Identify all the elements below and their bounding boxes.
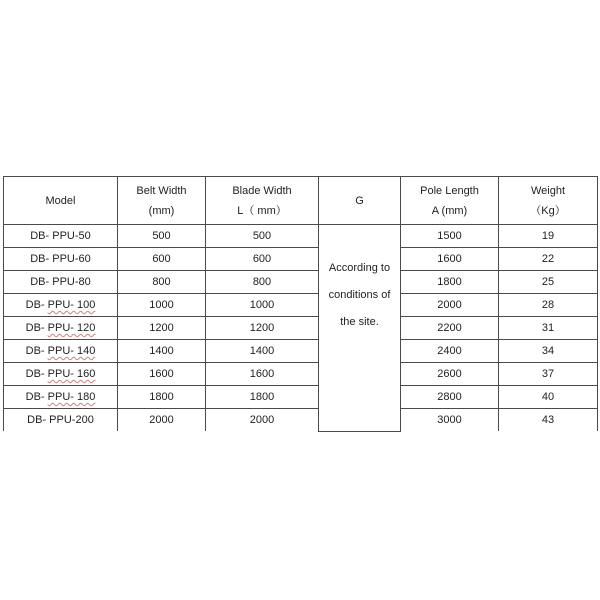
cell-belt-width: 500 — [118, 225, 206, 248]
cell-pole-length: 1600 — [401, 248, 499, 271]
model-prefix: DB- PPU-200 — [27, 414, 94, 426]
cell-weight: 25 — [499, 271, 598, 294]
model-suffix: PPU- 160 — [47, 368, 96, 380]
model-suffix: PPU- 180 — [47, 391, 96, 403]
cell-blade-width: 2000 — [206, 409, 319, 432]
cell-weight: 34 — [499, 340, 598, 363]
cell-belt-width: 1600 — [118, 363, 206, 386]
cell-model — [4, 294, 118, 317]
cell-pole-length: 1800 — [401, 271, 499, 294]
table-row — [4, 409, 598, 432]
cell-model — [4, 248, 118, 271]
header-belt-width-line1: Belt Width — [136, 184, 187, 197]
cell-pole-length: 2400 — [401, 340, 499, 363]
cell-belt-width: 1000 — [118, 294, 206, 317]
cell-blade-width: 1400 — [206, 340, 319, 363]
cell-weight: 37 — [499, 363, 598, 386]
cell-pole-length: 2000 — [401, 294, 499, 317]
cell-model — [4, 409, 118, 432]
cell-pole-length: 2800 — [401, 386, 499, 409]
cell-model — [4, 317, 118, 340]
header-weight-line2: （Kg） — [530, 204, 566, 217]
cell-model — [4, 386, 118, 409]
model-prefix: DB- PPU-50 — [30, 230, 91, 242]
table-row — [4, 248, 598, 271]
header-pole-length-line1: Pole Length — [420, 184, 479, 197]
cell-model — [4, 271, 118, 294]
cell-pole-length: 2600 — [401, 363, 499, 386]
cell-weight: 40 — [499, 386, 598, 409]
header-pole-length-line2: A (mm) — [431, 204, 468, 217]
cell-blade-width: 1000 — [206, 294, 319, 317]
cell-belt-width: 1400 — [118, 340, 206, 363]
cell-model — [4, 363, 118, 386]
table-row — [4, 294, 598, 317]
cell-pole-length: 3000 — [401, 409, 499, 432]
cell-blade-width: 600 — [206, 248, 319, 271]
table-row — [4, 340, 598, 363]
header-weight-line1: Weight — [530, 184, 566, 197]
cell-model — [4, 225, 118, 248]
model-prefix: DB- — [25, 391, 48, 403]
table-row — [4, 386, 598, 409]
cell-belt-width: 600 — [118, 248, 206, 271]
header-g: G — [319, 177, 401, 225]
cell-blade-width: 1800 — [206, 386, 319, 409]
g-note-line: the site. — [340, 316, 379, 329]
cell-g-note — [319, 225, 401, 432]
header-belt-width — [118, 177, 206, 225]
table-row — [4, 363, 598, 386]
cell-blade-width: 1200 — [206, 317, 319, 340]
g-note-line: According to — [328, 262, 391, 275]
table-row — [4, 225, 598, 248]
header-pole-length — [401, 177, 499, 225]
cell-weight: 31 — [499, 317, 598, 340]
cell-weight: 28 — [499, 294, 598, 317]
cell-belt-width: 800 — [118, 271, 206, 294]
model-suffix: PPU- 120 — [47, 322, 96, 334]
table-row — [4, 317, 598, 340]
model-prefix: DB- — [25, 345, 48, 357]
model-prefix: DB- — [25, 299, 48, 311]
cell-pole-length: 2200 — [401, 317, 499, 340]
spec-table — [3, 176, 598, 432]
header-row — [4, 177, 598, 225]
cell-belt-width: 2000 — [118, 409, 206, 432]
header-blade-width — [206, 177, 319, 225]
cell-belt-width: 1200 — [118, 317, 206, 340]
header-belt-width-line2: (mm) — [148, 204, 175, 217]
model-suffix: PPU- 140 — [47, 345, 96, 357]
model-suffix: PPU- 100 — [47, 299, 96, 311]
cell-weight: 43 — [499, 409, 598, 432]
cell-belt-width: 1800 — [118, 386, 206, 409]
cell-model — [4, 340, 118, 363]
cell-blade-width: 800 — [206, 271, 319, 294]
cell-weight: 22 — [499, 248, 598, 271]
header-blade-width-line1: Blade Width — [232, 184, 292, 197]
model-prefix: DB- PPU-80 — [30, 276, 91, 288]
model-prefix: DB- — [25, 322, 48, 334]
table-row — [4, 271, 598, 294]
cell-blade-width: 500 — [206, 225, 319, 248]
header-model: Model — [4, 177, 118, 225]
cell-blade-width: 1600 — [206, 363, 319, 386]
model-prefix: DB- — [25, 368, 48, 380]
cell-weight: 19 — [499, 225, 598, 248]
g-note-line: conditions of — [328, 289, 391, 302]
header-weight — [499, 177, 598, 225]
model-prefix: DB- PPU-60 — [30, 253, 91, 265]
cell-pole-length: 1500 — [401, 225, 499, 248]
header-blade-width-line2: L（ mm） — [237, 204, 287, 217]
